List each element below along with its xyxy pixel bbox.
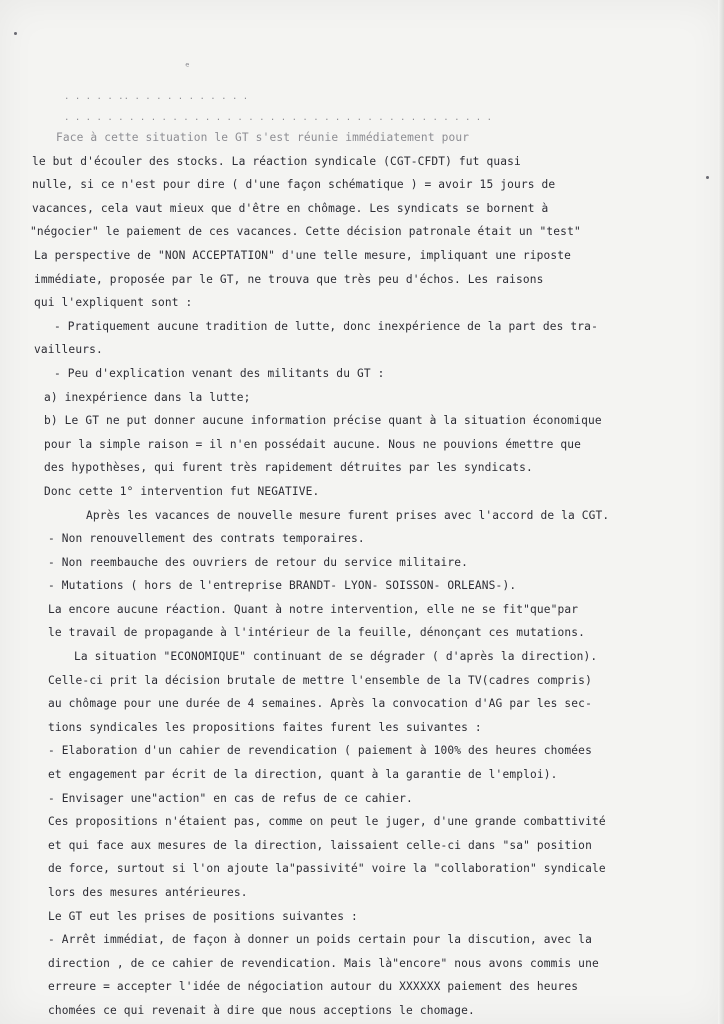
text-line: qui l'expliquent sont : [34, 296, 193, 310]
faint-mark: ᵉ [184, 60, 191, 73]
faint-header-line: . . . . . . . . . . . . . . . . . . . . . . . . . . . . . . . . . . . . . . . . [64, 113, 493, 123]
text-line: - Envisager une"action" en cas de refus de ce cahier. [48, 791, 413, 805]
text-line: La perspective de "NON ACCEPTATION" d'une telle mesure, impliquant une riposte [34, 248, 572, 262]
page-edge-shadow [718, 0, 724, 1024]
text-line: - Elaboration d'un cahier de revendication ( paiement à 100% des heures chomées [48, 744, 592, 758]
text-line: nulle, si ce n'est pour dire ( d'une façon schématique ) = avoir 15 jours de [32, 178, 556, 192]
text-line: Celle-ci prit la décision brutale de mettre l'ensemble de la TV(cadres compris) [48, 673, 592, 687]
text-line: - Pratiquement aucune tradition de lutte, donc inexpérience de la part des tra- [54, 319, 598, 333]
text-line: La situation "ECONOMIQUE" continuant de se dégrader ( d'après la direction). [74, 650, 598, 664]
text-line: de force, surtout si l'on ajoute la"passivité" voire la "collaboration" syndicale [48, 862, 606, 876]
text-line: Le GT eut les prises de positions suivantes : [48, 909, 358, 923]
text-line: - Mutations ( hors de l'entreprise BRANDT- LYON- SOISSON- ORLEANS-). [48, 579, 517, 593]
text-line: - Peu d'explication venant des militants du GT : [54, 366, 385, 380]
text-line: vacances, cela vaut mieux que d'être en chômage. Les syndicats se bornent à [32, 201, 549, 215]
text-line: "négocier" le paiement de ces vacances. Cette décision patronale était un "test" [30, 225, 581, 239]
text-line: erreure = accepter l'idée de négociation autour du XXXXXX paiement des heures [48, 980, 579, 994]
text-line: et engagement par écrit de la direction, quant à la garantie de l'emploi). [48, 768, 558, 782]
punch-speck [14, 32, 17, 35]
text-line: chomées ce qui revenait à dire que nous acceptions le chomage. [48, 1003, 475, 1017]
text-line: Ces propositions n'étaient pas, comme on peut le juger, d'une grande combattivité [48, 815, 606, 829]
typed-text-body [28, 126, 712, 1023]
text-line: Face à cette situation le GT s'est réunie immédiatement pour [56, 131, 470, 144]
text-line: des hypothèses, qui furent très rapidement détruites par les syndicats. [44, 461, 533, 475]
text-line: le but d'écouler des stocks. La réaction syndicale (CGT-CFDT) fut quasi [32, 154, 521, 168]
text-line: Après les vacances de nouvelle mesure furent prises avec l'accord de la CGT. [86, 508, 610, 522]
text-line: tions syndicales les propositions faites furent les suivantes : [48, 720, 482, 734]
text-line: le travail de propagande à l'intérieur de la feuille, dénonçant ces mutations. [48, 626, 586, 640]
text-line: direction , de ce cahier de revendication. Mais là"encore" nous avons commis une [48, 956, 599, 970]
text-line: - Arrêt immédiat, de façon à donner un poids certain pour la discution, avec la [48, 933, 592, 947]
text-line: - Non renouvellement des contrats temporaires. [48, 532, 365, 546]
text-line: Donc cette 1° intervention fut NEGATIVE. [44, 484, 320, 498]
text-line: et qui face aux mesures de la direction, laissaient celle-ci dans "sa" position [48, 838, 592, 852]
text-line: a) inexpérience dans la lutte; [44, 390, 251, 404]
text-line: La encore aucune réaction. Quant à notre intervention, elle ne se fit"que"par [48, 602, 579, 616]
text-line: vailleurs. [34, 343, 103, 357]
text-line: au chômage pour une durée de 4 semaines. Après la convocation d'AG par les sec- [48, 697, 592, 711]
text-line: - Non reembauche des ouvriers de retour du service militaire. [48, 555, 469, 569]
text-line: lors des mesures antérieures. [48, 886, 248, 899]
text-line: immédiate, proposée par le GT, ne trouva que très peu d'échos. Les raisons [34, 272, 544, 286]
faint-header-line: . . . . . .. . . . . . . . . . . . [64, 92, 249, 102]
text-line: pour la simple raison = il n'en possédait aucune. Nous ne pouvions émettre que [44, 437, 582, 451]
text-line: b) Le GT ne put donner aucune information précise quant à la situation économique [44, 414, 602, 428]
